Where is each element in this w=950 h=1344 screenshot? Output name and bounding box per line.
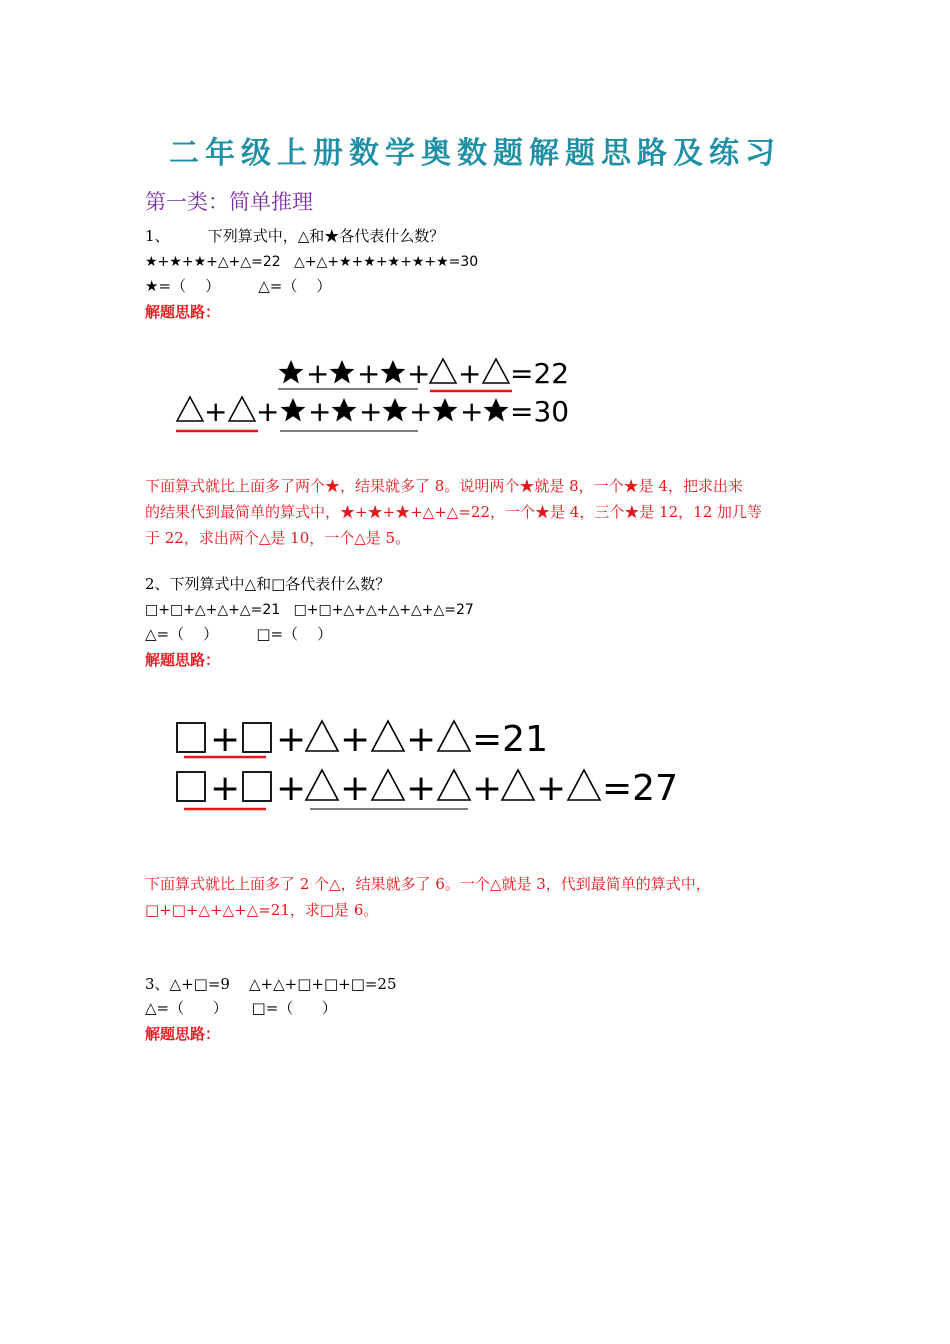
triangle-icon bbox=[430, 359, 456, 383]
q1-line2-result: =30 bbox=[510, 395, 570, 428]
q2-line1-result: =21 bbox=[472, 719, 548, 760]
q3-hint-label: 解题思路： bbox=[145, 1025, 221, 1043]
svg-text:+: + bbox=[357, 357, 381, 390]
q3-blanks: △=（ ） □=（ ） bbox=[145, 999, 337, 1017]
page-title: 二年级上册数学奥数题解题思路及练习 bbox=[169, 136, 781, 171]
svg-text:+: + bbox=[536, 768, 567, 809]
svg-text:+: + bbox=[407, 357, 431, 390]
q2-line2-result: =27 bbox=[602, 768, 678, 809]
q1-solution-line3: 于 22，求出两个△是 10，一个△是 5。 bbox=[145, 529, 411, 547]
square-icon bbox=[177, 723, 205, 752]
triangle-icon bbox=[306, 721, 338, 751]
svg-text:+: + bbox=[340, 719, 371, 760]
svg-text:+: + bbox=[276, 768, 307, 809]
triangle-icon bbox=[306, 770, 338, 800]
star-icon bbox=[279, 360, 304, 384]
q2-equations: □+□+△+△+△=21 □+□+△+△+△+△+△=27 bbox=[145, 602, 474, 618]
q1-equations: ★+★+★+△+△=22 △+△+★+★+★+★+★=30 bbox=[145, 254, 479, 270]
section-heading: 第一类：简单推理 bbox=[145, 190, 313, 214]
star-icon bbox=[433, 398, 458, 422]
triangle-icon bbox=[229, 397, 255, 421]
q1-hint-label: 解题思路： bbox=[145, 303, 221, 321]
q2-question: 2、下列算式中△和□各代表什么数？ bbox=[145, 575, 391, 593]
svg-text:+: + bbox=[340, 768, 371, 809]
q1-solution-line1: 下面算式就比上面多了两个★，结果就多了 8。说明两个★就是 8，一个★是 4，把求出来 bbox=[145, 477, 743, 495]
star-icon bbox=[484, 398, 509, 422]
triangle-icon bbox=[177, 397, 203, 421]
svg-text:+: + bbox=[204, 395, 228, 428]
star-icon bbox=[332, 398, 357, 422]
star-icon bbox=[383, 398, 408, 422]
q2-solution-line2: □+□+△+△+△=21，求□是 6。 bbox=[145, 901, 379, 919]
q1-question: 1、 下列算式中，△和★各代表什么数？ bbox=[145, 227, 445, 245]
q1-solution bbox=[145, 473, 815, 551]
svg-text:+: + bbox=[406, 719, 437, 760]
q2-solution bbox=[145, 871, 815, 923]
svg-text:+: + bbox=[210, 768, 241, 809]
q1-blanks: ★=（ ） △=（ ） bbox=[145, 277, 332, 295]
square-icon bbox=[243, 772, 271, 801]
svg-text:+: + bbox=[308, 395, 332, 428]
triangle-icon bbox=[483, 359, 509, 383]
triangle-icon bbox=[372, 721, 404, 751]
q2-blanks: △=（ ） □=（ ） bbox=[145, 625, 333, 643]
svg-text:+: + bbox=[460, 395, 484, 428]
svg-text:+: + bbox=[210, 719, 241, 760]
svg-text:+: + bbox=[409, 395, 433, 428]
square-icon bbox=[243, 723, 271, 752]
q1-solution-line2: 的结果代到最简单的算式中，★+★+★+△+△=22，一个★是 4，三个★是 12，12 加几等 bbox=[145, 503, 763, 521]
triangle-icon bbox=[568, 770, 600, 800]
q3-equations: 3、△+□=9 △+△+□+□+□=25 bbox=[145, 975, 397, 993]
svg-text:+: + bbox=[306, 357, 330, 390]
svg-text:+: + bbox=[276, 719, 307, 760]
q2-hint-label: 解题思路： bbox=[145, 651, 221, 669]
q1-diagram bbox=[160, 345, 600, 445]
q2-diagram bbox=[160, 705, 700, 825]
q2-solution-line1: 下面算式就比上面多了 2 个△，结果就多了 6。一个△就是 3，代到最简单的算式中， bbox=[145, 875, 711, 893]
square-icon bbox=[177, 772, 205, 801]
triangle-icon bbox=[438, 721, 470, 751]
triangle-icon bbox=[438, 770, 470, 800]
triangle-icon bbox=[372, 770, 404, 800]
triangle-icon bbox=[502, 770, 534, 800]
star-icon bbox=[281, 398, 306, 422]
q1-line1-result: =22 bbox=[510, 357, 570, 390]
star-icon bbox=[381, 360, 406, 384]
star-icon bbox=[330, 360, 355, 384]
svg-text:+: + bbox=[458, 357, 482, 390]
svg-text:+: + bbox=[472, 768, 503, 809]
svg-text:+: + bbox=[406, 768, 437, 809]
svg-text:+: + bbox=[256, 395, 280, 428]
svg-text:+: + bbox=[359, 395, 383, 428]
